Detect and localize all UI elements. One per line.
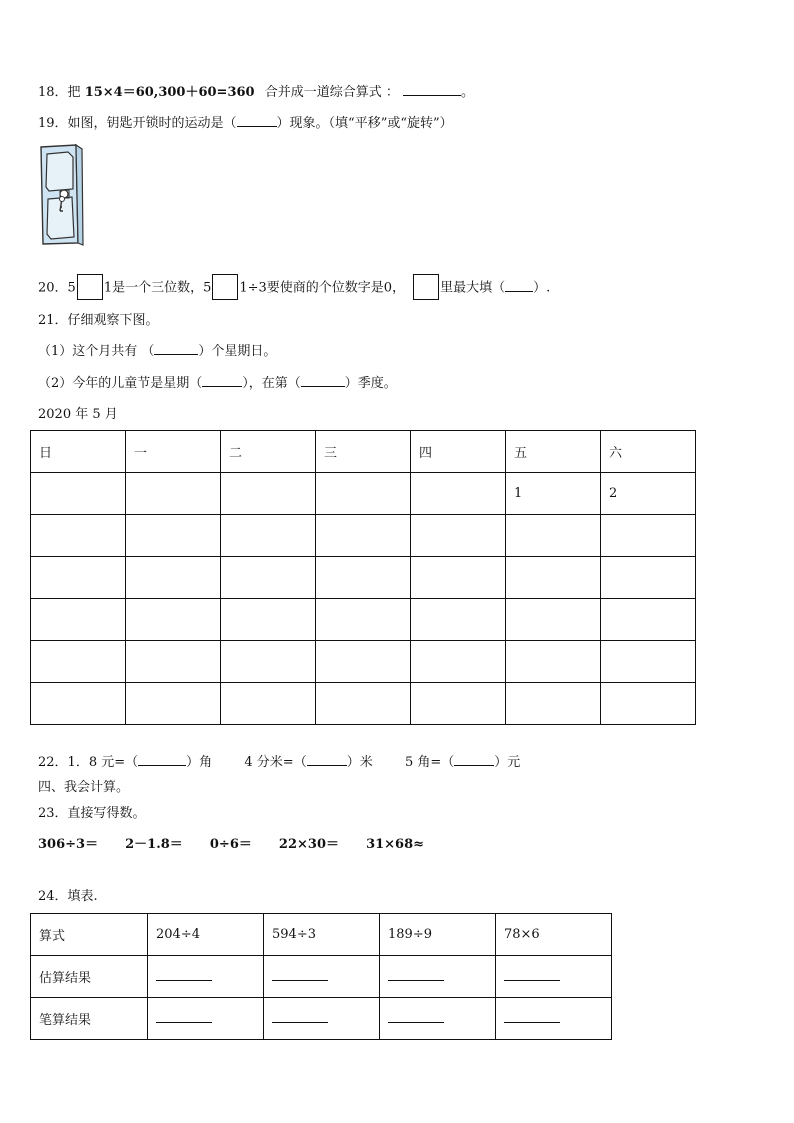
calendar-cell[interactable] — [601, 641, 696, 683]
calendar-cell[interactable] — [411, 473, 506, 515]
calendar-cell[interactable] — [31, 683, 126, 725]
calendar-header-cell: 六 — [601, 431, 696, 473]
calendar-cell[interactable] — [31, 515, 126, 557]
estimate-answer-cell[interactable] — [496, 956, 612, 998]
q19-answer-blank[interactable] — [237, 114, 277, 127]
calendar-cell[interactable] — [316, 557, 411, 599]
q20-box-2[interactable] — [212, 274, 238, 300]
q20-part5: ）. — [533, 280, 551, 296]
estimate-row-label: 笔算结果 — [31, 998, 148, 1040]
calendar-cell[interactable] — [221, 599, 316, 641]
q22-blank-1[interactable] — [138, 753, 186, 766]
q24-title: 24．填表. — [38, 889, 98, 904]
q22-text-a: 22．1．8 元=（ — [38, 755, 139, 770]
calendar-cell[interactable] — [411, 557, 506, 599]
q22-blank-3[interactable] — [454, 753, 494, 766]
door-key-image — [38, 143, 84, 247]
calendar-title: 2020 年 5 月 — [38, 407, 118, 422]
estimate-header-cell: 594÷3 — [264, 914, 380, 956]
answer-line[interactable] — [388, 968, 444, 981]
written-answer-cell[interactable] — [380, 998, 496, 1040]
answer-line[interactable] — [272, 1010, 328, 1023]
q21-sub1-text-a: （1）这个月共有 （ — [38, 344, 155, 359]
q23-item: 22×30＝ — [278, 837, 339, 852]
calendar-cell[interactable] — [506, 557, 601, 599]
calendar-header-cell: 五 — [506, 431, 601, 473]
calendar-cell[interactable] — [411, 515, 506, 557]
q21-sub1 — [38, 342, 276, 361]
q23-item: 306÷3＝ — [38, 837, 99, 852]
q22-text-b: ）角 — [186, 755, 213, 770]
q23-items — [38, 836, 424, 854]
calendar-cell[interactable] — [316, 683, 411, 725]
calendar-cell[interactable] — [31, 641, 126, 683]
q22-text-d: ）米 — [346, 755, 373, 770]
calendar-cell[interactable] — [221, 515, 316, 557]
calendar-cell[interactable] — [411, 599, 506, 641]
calendar-cell[interactable] — [601, 515, 696, 557]
calendar-row — [31, 557, 696, 599]
q21-sub1-blank[interactable] — [154, 342, 198, 355]
q21-sub2-blank-2[interactable] — [301, 374, 345, 387]
calendar-header-cell: 一 — [126, 431, 221, 473]
question-22 — [38, 753, 520, 772]
question-20 — [38, 275, 550, 301]
estimate-answer-cell[interactable] — [380, 956, 496, 998]
calendar-row — [31, 515, 696, 557]
q23-title: 23．直接写得数。 — [38, 806, 146, 821]
calendar-cell[interactable] — [126, 599, 221, 641]
q18-number: 18．把 — [38, 85, 81, 100]
answer-line[interactable] — [156, 1010, 212, 1023]
q21-sub2 — [38, 374, 397, 393]
q19-text-b: ）现象。（填“平移”或“旋转”） — [276, 116, 453, 131]
q23-item: 0÷6＝ — [209, 837, 252, 852]
q20-box-1[interactable] — [77, 274, 103, 300]
calendar-cell[interactable] — [316, 599, 411, 641]
calendar-cell[interactable] — [126, 473, 221, 515]
calendar-cell[interactable] — [221, 473, 316, 515]
calendar-cell[interactable] — [126, 557, 221, 599]
calendar-cell[interactable] — [316, 473, 411, 515]
q20-part2: 1是一个三位数，5 — [103, 280, 212, 296]
calendar-cell[interactable] — [126, 683, 221, 725]
calendar-row — [31, 599, 696, 641]
calendar-header-cell: 三 — [316, 431, 411, 473]
estimate-row — [31, 956, 612, 998]
question-19 — [38, 114, 453, 133]
estimate-row-label: 估算结果 — [31, 956, 148, 998]
calendar-cell[interactable] — [506, 515, 601, 557]
calendar-cell[interactable] — [411, 641, 506, 683]
q22-text-e: 5 角=（ — [405, 755, 455, 770]
calendar-cell[interactable] — [601, 599, 696, 641]
calendar-cell[interactable] — [31, 557, 126, 599]
calendar-cell[interactable] — [31, 599, 126, 641]
answer-line[interactable] — [504, 1010, 560, 1023]
calendar-cell[interactable] — [126, 641, 221, 683]
q20-part1: 20．5 — [38, 280, 76, 296]
estimate-header-cell: 204÷4 — [148, 914, 264, 956]
calendar-cell[interactable] — [126, 515, 221, 557]
q21-title: 21．仔细观察下图。 — [38, 313, 159, 328]
calendar-cell[interactable] — [316, 641, 411, 683]
estimate-answer-cell[interactable] — [148, 956, 264, 998]
calendar-cell[interactable] — [221, 557, 316, 599]
q22-text-c: 4 分米=（ — [244, 755, 307, 770]
calendar-cell[interactable] — [601, 683, 696, 725]
question-18 — [38, 83, 474, 102]
calendar-table — [30, 430, 696, 725]
estimate-answer-cell[interactable] — [264, 956, 380, 998]
written-answer-cell[interactable] — [148, 998, 264, 1040]
q20-part4: 里最大填（ — [440, 280, 506, 296]
calendar-cell[interactable] — [506, 641, 601, 683]
q21-sub2-text-a: （2）今年的儿童节是星期（ — [38, 376, 203, 391]
calendar-row — [31, 473, 696, 515]
calendar-cell[interactable] — [316, 515, 411, 557]
written-answer-cell[interactable] — [496, 998, 612, 1040]
calendar-cell[interactable] — [506, 683, 601, 725]
answer-line[interactable] — [388, 1010, 444, 1023]
estimate-header-cell: 189÷9 — [380, 914, 496, 956]
written-answer-cell[interactable] — [264, 998, 380, 1040]
calendar-cell[interactable] — [221, 683, 316, 725]
estimate-header-row — [31, 914, 612, 956]
q22-text-f: ）元 — [494, 755, 521, 770]
estimate-header-cell: 78×6 — [496, 914, 612, 956]
section-4-heading: 四、我会计算。 — [38, 780, 130, 795]
estimate-row — [31, 998, 612, 1040]
q23-item: 2－1.8＝ — [125, 837, 183, 852]
calendar-row — [31, 641, 696, 683]
estimate-table — [30, 913, 612, 1040]
calendar-cell[interactable] — [506, 599, 601, 641]
q22-blank-2[interactable] — [307, 753, 347, 766]
calendar-cell[interactable] — [31, 473, 126, 515]
answer-line[interactable] — [272, 968, 328, 981]
q23-item: 31×68≈ — [366, 837, 425, 852]
q20-answer-blank[interactable] — [505, 279, 533, 292]
estimate-header-cell: 算式 — [31, 914, 148, 956]
calendar-cell: 2 — [601, 473, 696, 515]
calendar-header-row — [31, 431, 696, 473]
answer-line[interactable] — [156, 968, 212, 981]
q20-box-3[interactable] — [413, 274, 439, 300]
q21-sub2-text-b: ），在第（ — [242, 376, 301, 391]
q19-text-a: 19．如图，钥匙开锁时的运动是（ — [38, 116, 237, 131]
q18-answer-blank[interactable] — [403, 83, 461, 96]
q21-sub2-text-c: ）季度。 — [344, 376, 397, 391]
q18-expression: 15×4＝60,300＋60=360 — [84, 85, 255, 100]
q18-end: 。 — [461, 85, 475, 100]
q21-sub2-blank-1[interactable] — [202, 374, 242, 387]
calendar-cell[interactable] — [411, 683, 506, 725]
q20-part3: 1÷3要使商的个位数字是0， — [239, 280, 406, 296]
calendar-header-cell: 四 — [411, 431, 506, 473]
calendar-cell[interactable] — [601, 557, 696, 599]
q18-text: 合并成一道综合算式 ： — [264, 85, 399, 100]
answer-line[interactable] — [504, 968, 560, 981]
calendar-row — [31, 683, 696, 725]
calendar-cell[interactable] — [221, 641, 316, 683]
calendar-header-cell: 日 — [31, 431, 126, 473]
calendar-header-cell: 二 — [221, 431, 316, 473]
calendar-cell: 1 — [506, 473, 601, 515]
q21-sub1-text-b: ）个星期日。 — [198, 344, 277, 359]
